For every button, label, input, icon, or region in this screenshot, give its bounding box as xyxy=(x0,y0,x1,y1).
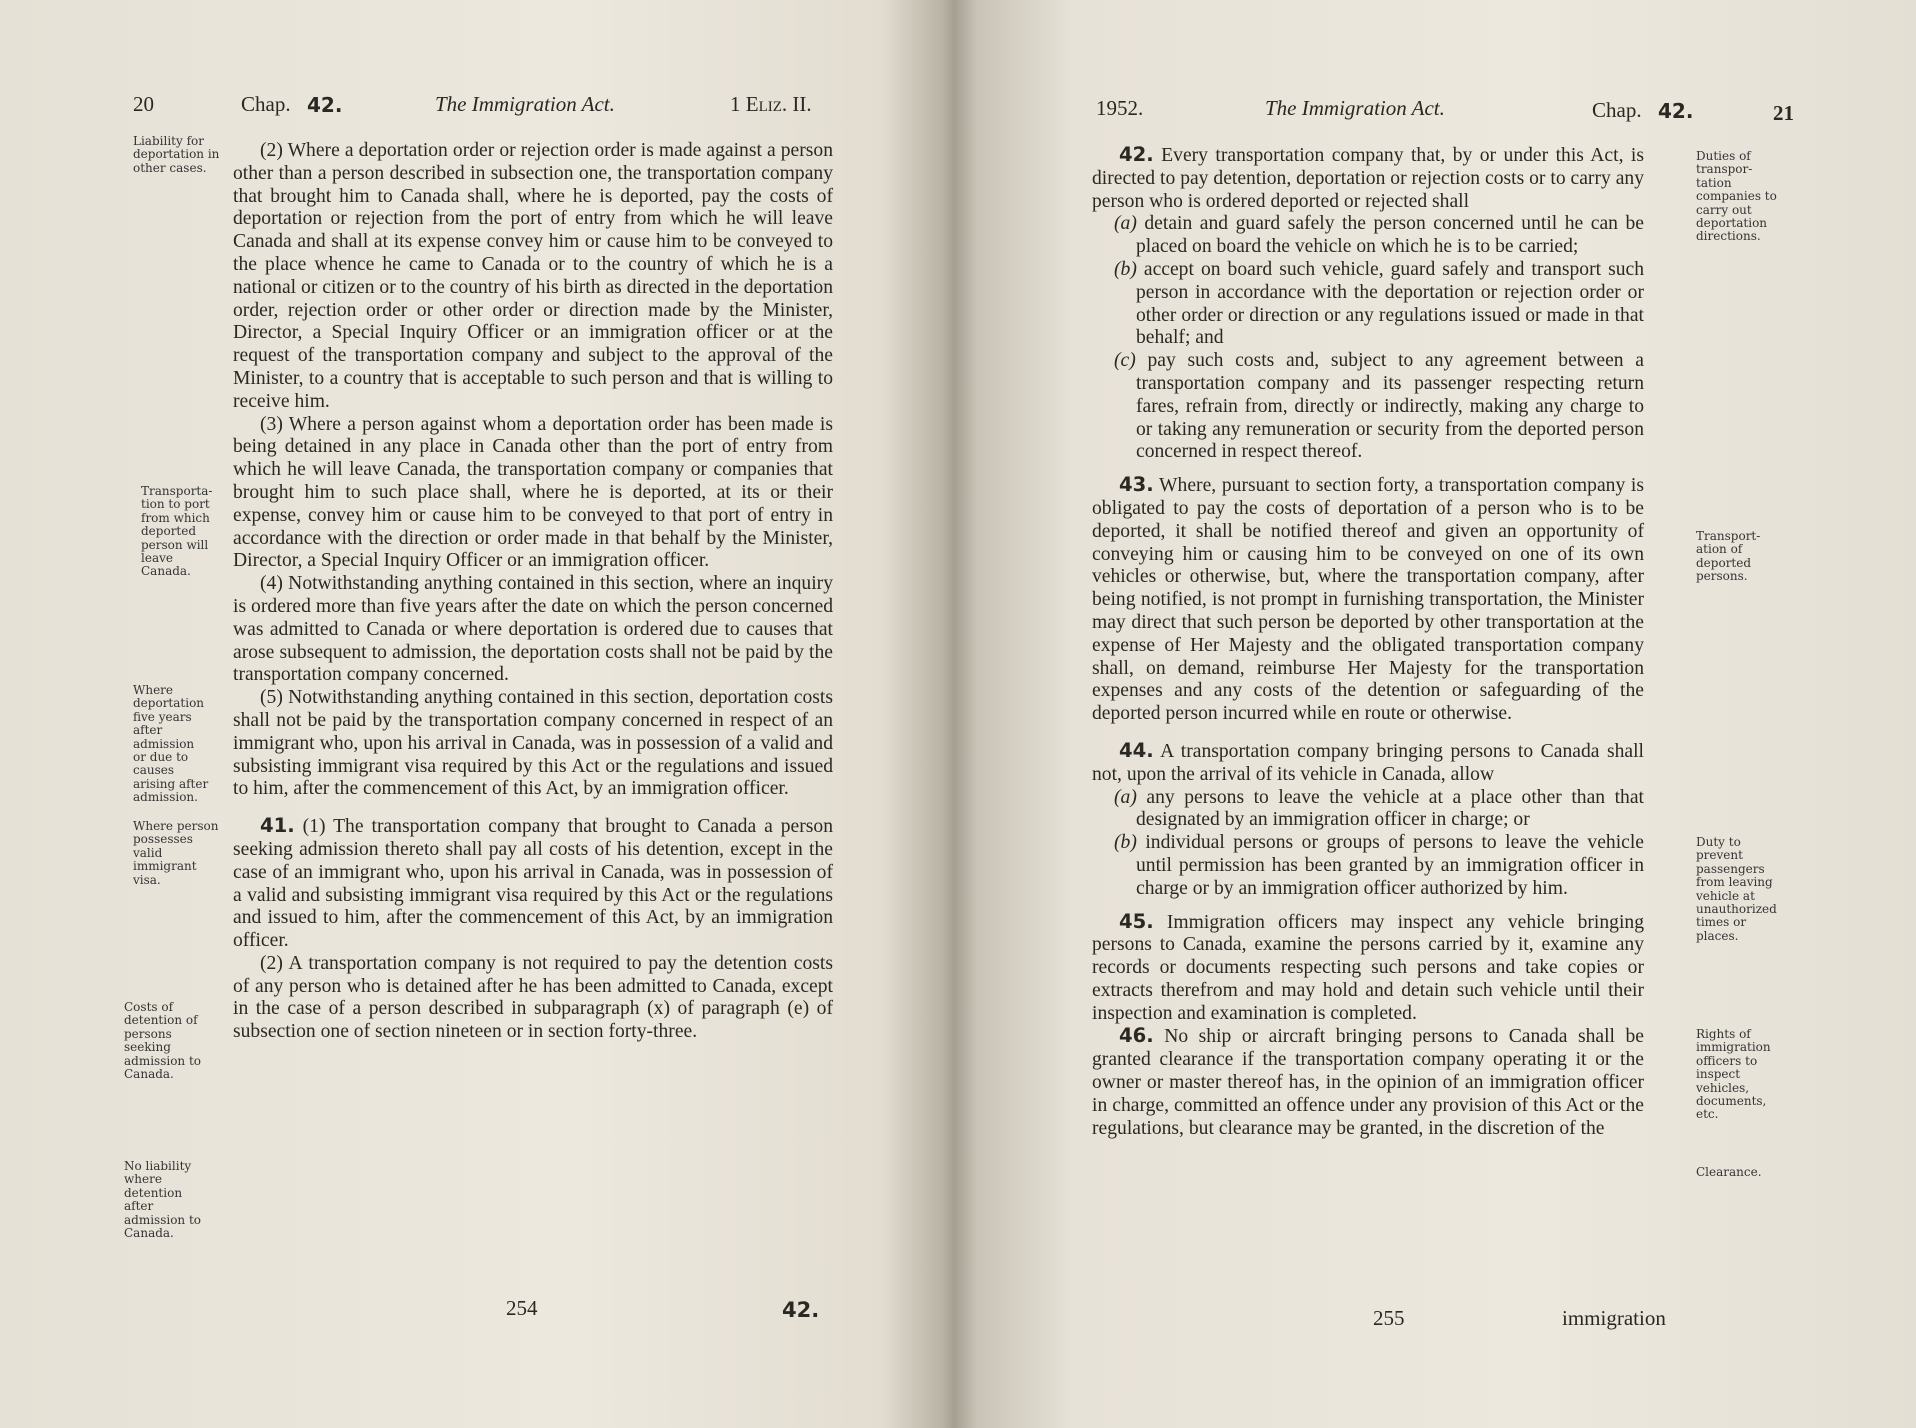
section-45: 45. Immigration officers may inspect any vehicle bringing persons to Canada, examine the persons carried by it, examine any records or documents respecting such persons and take copies or extracts therefrom and may hold and detain such vehicle until their inspection and examination is completed. xyxy=(1092,909,1644,1024)
left-catchword: 42. xyxy=(782,1298,820,1322)
section-44: 44. A transportation company bringing persons to Canada shall not, upon the arrival of its vehicle in Canada, allow xyxy=(1092,738,1644,785)
clause: (b) individual persons or groups of persons to leave the vehicle until permission has been granted by an immigration officer in charge or by an immigration officer authorized by him. xyxy=(1114,832,1644,899)
side-note: Costs of detention of persons seeking admission to Canada. xyxy=(124,1000,202,1082)
clause-letter: (c) xyxy=(1114,350,1136,372)
clause: (a) any persons to leave the vehicle at a place other than that designated by an immigration officer in charge; or xyxy=(1114,786,1644,831)
clause-letter: (a) xyxy=(1114,213,1137,235)
side-note: Where deportation five years after admission or due to causes arising after admission. xyxy=(133,683,209,805)
right-page-number: 21 xyxy=(1773,101,1794,125)
right-chapter-label: Chap. xyxy=(1592,98,1642,122)
left-act-title: The Immigration Act. xyxy=(435,92,615,116)
paragraph: (4) Notwithstanding anything contained in this section, where an inquiry is ordered more than five years after the date on which the person concerned was admitted to Canada or where deportation is ordered due to causes that arose subsequent to admission, the deportation costs shall not be paid by the transportation company concerned. xyxy=(233,573,833,686)
left-page xyxy=(0,0,952,1428)
clause-letter: (b) xyxy=(1114,258,1137,280)
side-note: Where person possesses valid immigrant visa. xyxy=(133,819,219,887)
side-note: Duty to prevent passengers from leaving vehicle at unauthorized times or places. xyxy=(1696,835,1777,943)
paragraph: (2) A transportation company is not required to pay the detention costs of any person who is detained after he has been admitted to Canada, except in the case of a person described in subparagraph (x) of paragraph (e) of subsection one of section nineteen or in section forty-three. xyxy=(233,952,833,1043)
right-year: 1952. xyxy=(1096,96,1144,120)
clause: (a) detain and guard safely the person concerned until he can be placed on board the vehicle on which he is to be carried; xyxy=(1114,213,1644,258)
right-page xyxy=(958,0,1916,1428)
right-chapter-number: 42. xyxy=(1658,99,1694,123)
section-46: 46. No ship or aircraft bringing persons to Canada shall be granted clearance if the transportation company operating it or the owner or master thereof has, in the opinion of an immigration officer in charge, committed an offence under any provision of this Act or the regulations, but clearance may be granted, in the discretion of the xyxy=(1092,1024,1644,1139)
section-number: 43. xyxy=(1119,473,1154,497)
paragraph: (2) Where a deportation order or rejection order is made against a person other than a person described in subsection one, the transportation company that brought him to Canada shall, where he is deported, pay the costs of deportation or rejection from the port of entry from which he will leave Canada and shall at its expense convey him or cause him to be conveyed to the place whence he came to Canada or to the country of which he is a national or citizen or to the country of his birth as directed in the deportation order, rejection order or other order or direction made by the Minister, Director, a Special Inquiry Officer or an immigration officer or at the request of the transportation company and subject to the approval of the Minister, to a country that is acceptable to such person and that is willing to receive him. xyxy=(233,140,833,412)
clause-letter: (b) xyxy=(1114,832,1137,854)
side-note: No liability where detention after admission to Canada. xyxy=(124,1159,202,1241)
clause: (c) pay such costs and, subject to any agreement between a transportation company and its passenger respecting return fares, refrain from, directly or indirectly, making any charge to or taking any remuneration or security from the deported person concerned in respect thereof. xyxy=(1114,350,1644,463)
side-note: Clearance. xyxy=(1696,1165,1762,1179)
left-chapter-label: Chap. xyxy=(241,92,291,116)
left-footer-page-number: 254 xyxy=(506,1296,538,1320)
left-page-number: 20 xyxy=(133,92,154,116)
clause-letter: (a) xyxy=(1114,786,1137,808)
section-number: 44. xyxy=(1119,738,1154,762)
right-act-title: The Immigration Act. xyxy=(1265,96,1445,120)
side-note: Transporta-tion to port from which deported person will leave Canada. xyxy=(141,484,213,579)
side-note: Transport-ation of deported persons. xyxy=(1696,529,1761,584)
side-note: Liability for deportation in other cases. xyxy=(133,134,220,175)
section-41: 41. (1) The transportation company that brought to Canada a person seeking admission thereto shall pay all costs of his detention, except in the case of an immigrant who, upon his arrival in Canada, was in possession of a valid and subsisting immigrant visa required by this Act or the regulations and issued to him, after the commencement of this Act, by an immigration officer. xyxy=(233,814,833,952)
left-body-text xyxy=(233,140,833,1044)
right-catchword: immigration xyxy=(1562,1306,1666,1330)
right-body-text xyxy=(1092,144,1644,1140)
section-number: 46. xyxy=(1119,1024,1154,1048)
left-chapter-number: 42. xyxy=(307,93,343,117)
section-number: 41. xyxy=(260,814,295,838)
paragraph: (5) Notwithstanding anything contained in this section, deportation costs shall not be paid by the transportation company concerned in respect of an immigrant who, upon his arrival in Canada, was in possession of a valid and subsisting immigrant visa required by this Act or the regulations and issued to him, after the commencement of this Act, by an immigration officer. xyxy=(233,687,833,800)
side-note: Rights of immigration officers to inspect vehicles, documents, etc. xyxy=(1696,1027,1771,1122)
left-reign: 1 Eliz. II. xyxy=(730,92,812,116)
right-footer-page-number: 255 xyxy=(1373,1306,1405,1330)
side-note: Duties of transpor-tation companies to carry out deportation directions. xyxy=(1696,149,1777,244)
paragraph: (3) Where a person against whom a deportation order has been made is being detained in any place in Canada other than the port of entry from which he will leave Canada, the transportation company or companies that brought him to such place shall, where he is deported, at its or their expense, convey him or cause him to be conveyed to that port of entry in accordance with the direction or order made in that behalf by the Minister, Director, a Special Inquiry Officer or an immigration officer. xyxy=(233,413,833,572)
section-42: 42. Every transportation company that, by or under this Act, is directed to pay detention, deportation or rejection costs or to carry any person who is ordered deported or rejected shall xyxy=(1092,143,1644,212)
section-number: 45. xyxy=(1119,909,1154,933)
section-43: 43. Where, pursuant to section forty, a transportation company is obligated to pay the costs of deportation of a person who is to be deported, it shall be notified thereof and given an opportunity of conveying him or causing him to be conveyed on one of its own vehicles or otherwise, but, where the transportation company, after being notified, is not prompt in furnishing transportation, the Minister may direct that such person be deported by other transportation at the expense of Her Majesty and the obligated transportation company shall, on demand, reimburse Her Majesty for the transportation expenses and any costs of the detention or safeguarding of the deported person incurred while en route or otherwise. xyxy=(1092,473,1644,725)
section-number: 42. xyxy=(1119,143,1154,166)
clause: (b) accept on board such vehicle, guard safely and transport such person in accordance with the deportation or rejection order or other order or direction or any regulations issued or made in that behalf; and xyxy=(1114,258,1644,349)
